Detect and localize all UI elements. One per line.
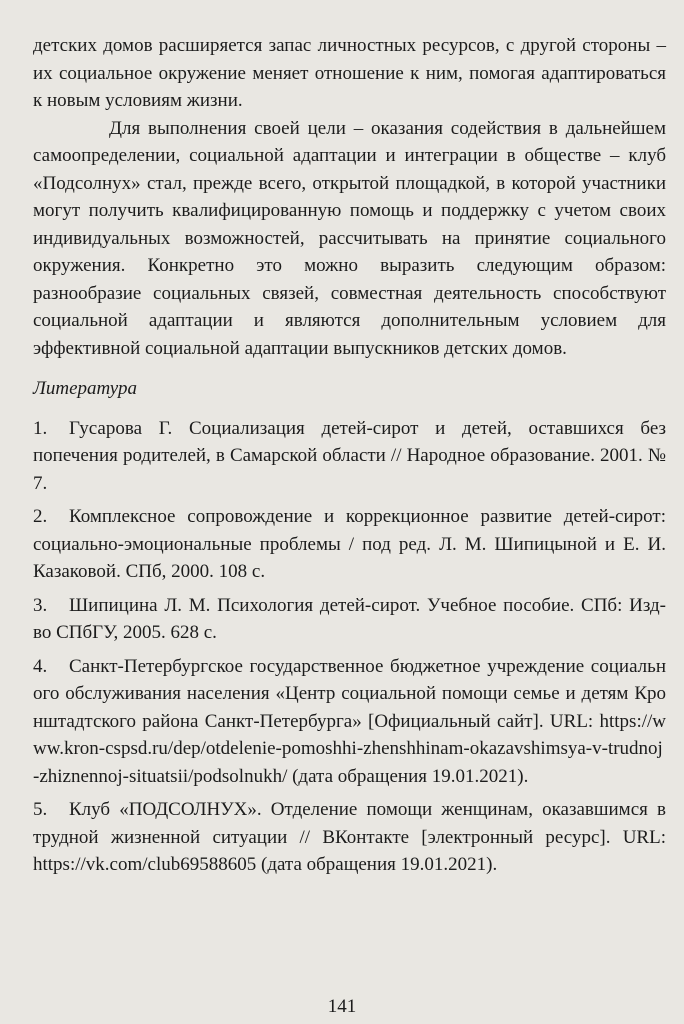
reference-number: 1. [33, 417, 48, 439]
reference-item [33, 796, 666, 879]
paragraph-club-goals: Для выполнения своей цели – оказания содействия в дальнейшем самоопределении, социальной адаптации и интеграции в обществе – клуб «Подсолнух» стал, прежде всего, открытой площадкой, в которой участники могут получить квалифицированную помощь и поддержку с учетом своих индивидуальных возможностей, рассчитывать на принятие социального окружения. Конкретно это можно выразить следующим образом: разнообразие социальных связей, совместная деятельность способствуют социальной адаптации и являются дополнительным условием для эффективной социальной адаптации выпускников детских домов. [33, 117, 666, 359]
reference-item [33, 592, 666, 647]
reference-item [33, 415, 666, 498]
literature-heading: Литература [33, 378, 137, 399]
reference-number: 4. [33, 655, 48, 677]
reference-list [33, 415, 666, 879]
reference-text: Клуб «ПОДСОЛНУХ». Отделение помощи женщинам, оказавшимся в трудной жизненной ситуации // ВКонтакте [электронный ресурс]. URL: https://vk.com/club69588605 (дата обращения 19.01.2021). [33, 799, 666, 875]
reference-text: Санкт-Петербургское государственное бюджетное учреждение социального обслуживания населения «Центр социальной помощи семье и детям Кронштадтского района Санкт-Петербурга» [Официальный сайт]. URL: https://www.kron-cspsd.ru/dep/otdelenie-pomoshhi-zhenshhinam-okazavshimsya-v-trudnoj-zhiznennoj-situatsii/podsolnukh/ (дата обращения 19.01.2021). [33, 655, 666, 787]
page-number: 141 [327, 996, 357, 1017]
page-content [33, 32, 666, 885]
reference-number: 2. [33, 506, 48, 527]
reference-number: 5. [33, 799, 48, 820]
reference-text: Комплексное сопровождение и коррекционное развитие детей-сирот: социально-эмоциональные проблемы / под ред. Л. М. Шипицыной и Е. И. Казаковой. СПб, 2000. 108 с. [33, 506, 666, 582]
paragraph-continuation: детских домов расширяется запас личностных ресурсов, с другой стороны – их социальное окружение меняет отношение к ним, помогая адаптироваться к новым условиям жизни. [33, 35, 666, 111]
reference-number: 3. [33, 594, 48, 616]
reference-text: Гусарова Г. Социализация детей-сирот и детей, оставшихся без попечения родителей, в Самарской области // Народное образование. 2001. № 7. [33, 417, 666, 494]
reference-item [33, 503, 666, 586]
reference-item [33, 653, 666, 791]
reference-text: Шипицина Л. М. Психология детей-сирот. Учебное пособие. СПб: Изд-во СПбГУ, 2005. 628 с. [33, 594, 666, 643]
